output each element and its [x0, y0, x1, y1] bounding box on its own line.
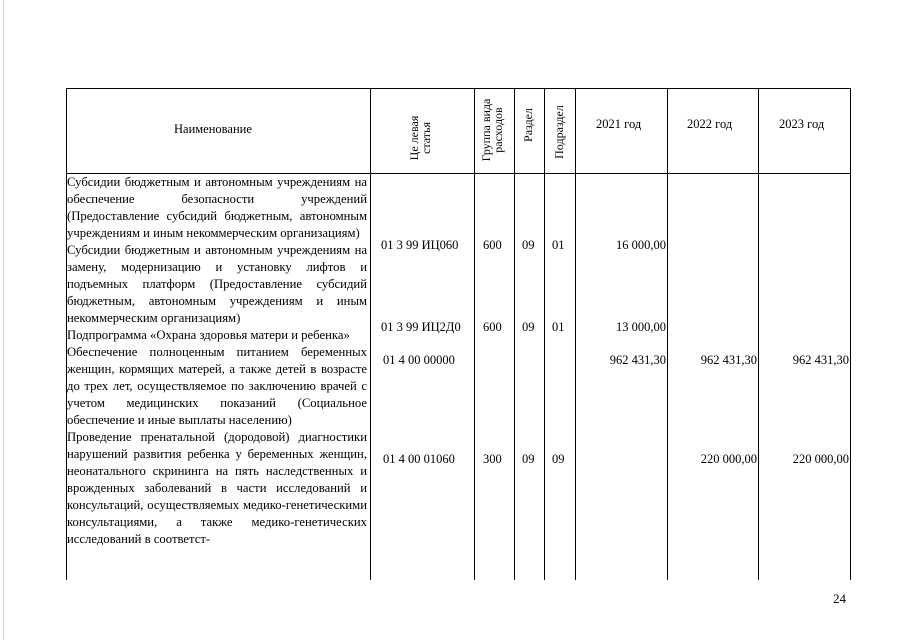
header-expense-group-line1: Группа вида — [479, 98, 493, 162]
row-code: 01 4 00 00000 — [383, 353, 455, 367]
scan-edge — [3, 0, 4, 640]
row-value-2021: 962 431,30 — [609, 353, 666, 367]
row-name: Подпрограмма «Охрана здоровья матери и ребенка» — [67, 328, 350, 342]
row-subsection: 01 — [552, 238, 565, 252]
header-expense-group-line2: расходов — [491, 107, 505, 153]
header-year-2021: 2021 год — [596, 117, 642, 131]
row-code: 01 4 00 01060 — [383, 452, 455, 466]
row-value-2022: 220 000,00 — [700, 452, 757, 466]
row-name: Субсидии бюджетным и автономным учреждениям на обеспечение безопасности учреждений (Предоставление субсидий бюджетным, автономным учреждениям и иным некоммерческим организациям) — [67, 175, 367, 240]
names-column — [67, 174, 367, 548]
header-year-2023: 2023 год — [779, 117, 825, 131]
row-name: Проведение пренатальной (дородовой) диагностики нарушений развития ребенка у беременных женщин, неонатального скрининга на пять наследственных и врожденных заболеваний в части исследований и консультаций, осуществляемых медико-генетическими консультациями, а также медико-генетических исследований в соответст- — [67, 430, 367, 546]
col-border-1 — [370, 88, 371, 580]
row-code: 01 3 99 ИЦ060 — [381, 238, 459, 252]
header-expense-group — [480, 89, 508, 171]
col-border-3 — [514, 88, 515, 580]
row-subsection: 01 — [552, 320, 565, 334]
header-target-article-line1: Це левая — [407, 115, 421, 161]
header-year-2022: 2022 год — [687, 117, 733, 131]
row-name: Обеспечение полноценным питанием беременных женщин, кормящих матерей, а также детей в возрасте до трех лет, осуществляемое по заключению врачей с учетом медицинских показаний (Социальное обеспечение и иные выплаты населению) — [67, 345, 367, 427]
row-group: 600 — [483, 238, 502, 252]
col-border-right — [850, 88, 851, 580]
row-value-2023: 962 431,30 — [792, 353, 849, 367]
row-section: 09 — [522, 320, 535, 334]
col-border-4 — [544, 88, 545, 580]
header-target-article-line2: статья — [419, 122, 433, 154]
col-border-7 — [758, 88, 759, 580]
col-border-6 — [667, 88, 668, 580]
row-section: 09 — [522, 452, 535, 466]
row-value-2021: 16 000,00 — [616, 238, 666, 252]
row-section: 09 — [522, 238, 535, 252]
row-value-2021: 13 000,00 — [616, 320, 666, 334]
table-top-border — [66, 88, 851, 89]
row-subsection: 09 — [552, 452, 565, 466]
header-subsection: Подраздел — [552, 105, 566, 159]
col-border-2 — [474, 88, 475, 580]
header-section: Раздел — [521, 108, 535, 142]
page-number: 24 — [833, 591, 846, 606]
row-name: Субсидии бюджетным и автономным учреждениям на замену, модернизацию и установку лифтов и подъемных платформ (Предоставление субсидий бюджетным, автономным учреждениям и иным некоммерческим организациям) — [67, 243, 367, 325]
col-border-5 — [575, 88, 576, 580]
header-name: Наименование — [174, 122, 252, 136]
row-value-2022: 962 431,30 — [700, 353, 757, 367]
header-target-article — [408, 98, 436, 178]
row-code: 01 3 99 ИЦ2Д0 — [381, 320, 461, 334]
row-group: 600 — [483, 320, 502, 334]
row-value-2023: 220 000,00 — [792, 452, 849, 466]
row-group: 300 — [483, 452, 502, 466]
